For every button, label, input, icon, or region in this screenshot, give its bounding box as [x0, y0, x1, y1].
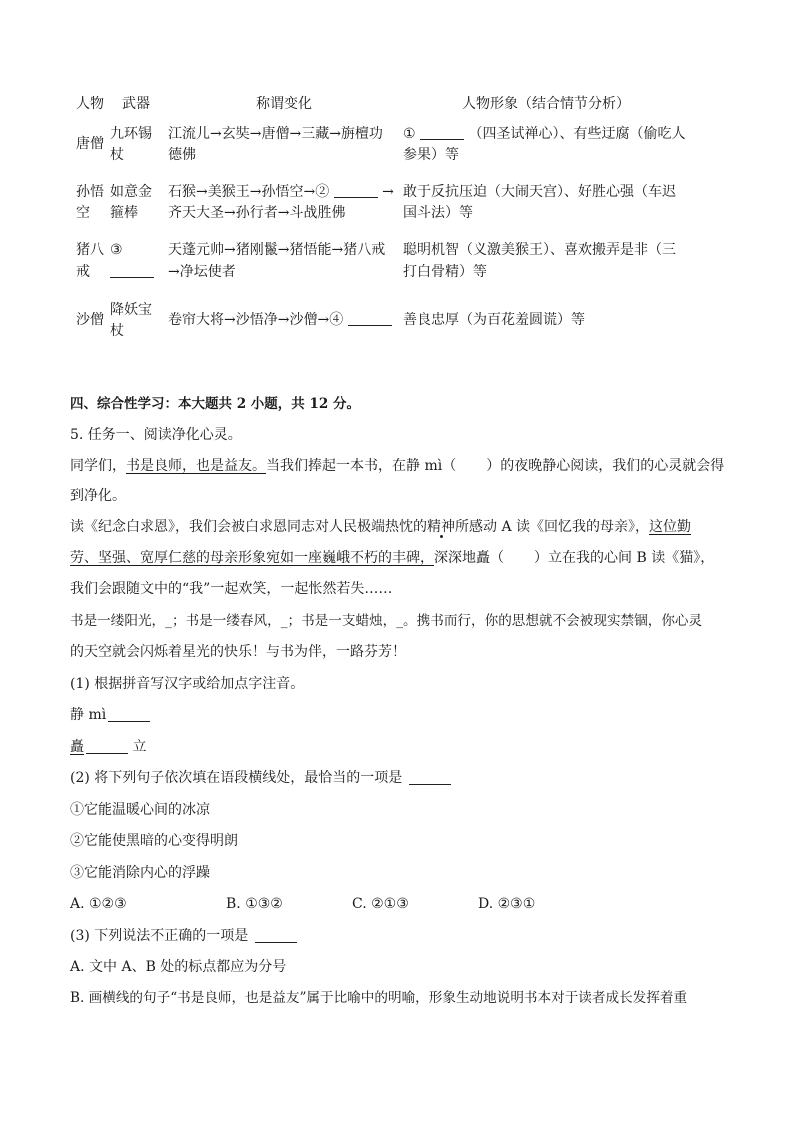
paragraph-2-line-3: 我们会跟随文中的“我”一起欢笑，一起怅然若失……: [70, 581, 393, 597]
header-character: 人物: [76, 96, 104, 112]
row-titles-line1: 天蓬元帅→猪刚鬣→猪悟能→猪八戒: [168, 242, 386, 258]
row-name-line2: 戒: [76, 264, 90, 280]
row-weapon-line1: 九环锡: [110, 126, 152, 142]
question-1: (1) 根据拼音写汉字或给加点字注音。: [70, 676, 305, 692]
row-name: 沙僧: [76, 312, 104, 328]
row-titles: 卷帘大将→沙悟净→沙僧→④: [168, 310, 392, 331]
header-weapon: 武器: [122, 96, 150, 112]
answer-blank-4[interactable]: [348, 310, 392, 326]
row-weapon-line2: 箍棒: [110, 205, 138, 221]
row-name-line1: 猪八: [76, 242, 104, 258]
question-1-item-a: 静 mì: [70, 703, 150, 727]
paragraph-3-line-2: 的天空就会闪烁着星光的快乐！与书为伴，一路芬芳！: [70, 644, 406, 660]
question-3-option-b[interactable]: B. 画横线的句子“书是良师，也是益友”属于比喻中的明喻，形象生动地说明书本对于读者成长发挥着重: [70, 990, 688, 1006]
row-titles-line1: 江流儿→玄奘→唐僧→三藏→旃檀功: [168, 126, 383, 142]
row-weapon-line2: 杖: [110, 323, 124, 339]
question-1-item-b: 矗 立: [70, 739, 147, 755]
answer-blank[interactable]: [86, 737, 128, 754]
row-titles-line2: →净坛使者: [168, 264, 236, 280]
row-weapon-line2: 杖: [110, 147, 124, 163]
paragraph-2-line-1: 读《纪念白求恩》，我们会被白求恩同志对人民极端热忱的精神所感动 A 读《回忆我的母亲》，这位勤: [70, 519, 692, 535]
underlined-sentence: 书是良师，也是益友。: [126, 458, 266, 474]
answer-blank-1[interactable]: [420, 124, 464, 140]
answer-blank-3[interactable]: [110, 262, 154, 278]
row-image-line2: 参果）等: [403, 147, 459, 163]
row-titles-line1: 石猴→美猴王→孙悟空→② →: [168, 184, 394, 200]
row-image-line1: ① （四圣试禅心）、有些迂腐（偷吃人: [403, 126, 686, 142]
answer-blank[interactable]: [255, 926, 297, 943]
question-3-option-a[interactable]: A. 文中 A、B 处的标点都应为分号: [70, 959, 287, 975]
answer-blank-2[interactable]: [334, 182, 378, 198]
paragraph-3-line-1: 书是一缕阳光，_；书是一缕春风，_；书是一支蜡烛，_。携书而行，你的思想就不会被现实禁锢，你心灵: [70, 613, 703, 629]
option-a[interactable]: A. ①②③: [70, 896, 127, 912]
paragraph-1-line-1: 同学们，书是良师，也是益友。当我们捧起一本书，在静 mì（ ）的夜晚静心阅读，我们的心灵就会得: [70, 458, 725, 474]
question-2: (2) 将下列句子依次填在语段横线处，最恰当的一项是: [70, 766, 451, 790]
header-titles: 称谓变化: [256, 96, 312, 112]
row-image-line2: 打白骨精）等: [403, 264, 487, 280]
sentence-3: ③它能消除内心的浮躁: [70, 865, 210, 881]
sentence-1: ①它能温暖心间的冰凉: [70, 802, 210, 818]
row-image: 善良忠厚（为百花羞圆谎）等: [403, 312, 585, 328]
row-weapon-line1: 如意金: [110, 184, 152, 200]
answer-blank[interactable]: [108, 705, 150, 722]
option-c[interactable]: C. ②①③: [352, 896, 409, 912]
task-title: 5. 任务一、阅读净化心灵。: [70, 427, 242, 443]
row-weapon-line1: 降妖宝: [110, 302, 152, 318]
row-name: 唐僧: [76, 136, 104, 152]
row-weapon-line2: [110, 262, 154, 283]
row-image-line1: 敢于反抗压迫（大闹天宫）、好胜心强（车迟: [403, 184, 676, 200]
answer-blank[interactable]: [409, 768, 451, 785]
row-image-line2: 国斗法）等: [403, 205, 473, 221]
option-b[interactable]: B. ①③②: [226, 896, 283, 912]
paragraph-1-line-2: 到净化。: [70, 488, 126, 504]
sentence-2: ②它能使黑暗的心变得明朗: [70, 833, 238, 849]
header-image: 人物形象（结合情节分析）: [462, 96, 630, 112]
row-name-line1: 孙悟: [76, 184, 104, 200]
section-heading: 四、综合性学习：本大题共 2 小题，共 12 分。: [70, 396, 360, 412]
row-image-line1: 聪明机智（义激美猴王）、喜欢搬弄是非（三: [403, 242, 676, 258]
dotted-chars: 精神: [427, 519, 455, 535]
option-d[interactable]: D. ②③①: [478, 896, 536, 912]
row-titles-line2: 德佛: [168, 147, 196, 163]
row-titles-line2: 齐天大圣→孙行者→斗战胜佛: [168, 205, 346, 221]
question-3: (3) 下列说法不正确的一项是: [70, 924, 297, 948]
paragraph-2-line-2: 劳、坚强、宽厚仁慈的母亲形象宛如一座巍峨不朽的丰碑，深深地矗（ ）立在我的心间 B 读《猫》，: [70, 550, 715, 566]
row-name-line2: 空: [76, 205, 90, 221]
row-weapon-line1: ③: [110, 242, 123, 258]
